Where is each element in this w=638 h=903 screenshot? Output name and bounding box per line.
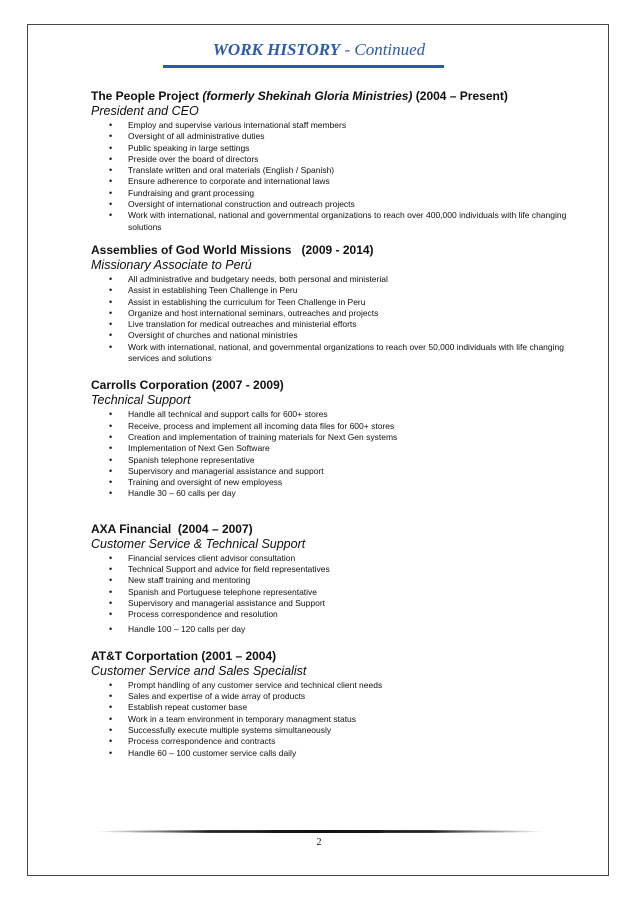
bullet-icon: • — [109, 443, 113, 454]
bullet-icon: • — [109, 724, 113, 735]
job-role: Customer Service & Technical Support — [91, 536, 306, 551]
job-heading — [91, 649, 591, 664]
duty-item: • Spanish telephone representative — [109, 454, 255, 465]
job-entry — [91, 243, 591, 364]
work-history-list — [91, 89, 591, 759]
bullet-icon: • — [109, 679, 113, 690]
bullet-icon: • — [109, 319, 113, 330]
job-entry — [91, 378, 591, 499]
company-name: Assemblies of God World Missions — [91, 242, 292, 257]
job-dates: (2007 - 2009) — [208, 378, 284, 393]
duty-item: • Supervisory and managerial assistance and support — [109, 465, 324, 476]
duty-item: • Work in a team environment in temporary managment status — [109, 713, 357, 724]
job-entry — [91, 89, 591, 233]
duty-item: • Ensure adherence to corporate and international laws — [109, 176, 330, 187]
bullet-icon: • — [109, 285, 113, 296]
bullet-icon: • — [109, 431, 113, 442]
title-underline — [163, 65, 444, 68]
bullet-icon: • — [109, 465, 113, 476]
job-entry — [91, 649, 591, 759]
duty-item: • Organize and host international seminars, outreaches and projects — [109, 307, 379, 318]
bullet-icon: • — [109, 165, 113, 176]
duty-item: • Process correspondence and contracts — [109, 736, 276, 747]
company-name: The People Project — [91, 89, 203, 103]
section-title — [0, 40, 638, 60]
duty-item: • Process correspondence and resolution — [109, 609, 278, 620]
bullet-icon: • — [109, 454, 113, 465]
job-dates: (2004 – Present) — [412, 89, 508, 103]
bullet-icon: • — [109, 552, 113, 563]
bullet-icon: • — [109, 420, 113, 431]
duty-item: • Oversight of churches and national ministries — [109, 330, 298, 341]
job-role: Technical Support — [91, 393, 191, 408]
bullet-icon: • — [109, 176, 113, 187]
bullet-icon: • — [109, 488, 113, 499]
bullet-icon: • — [109, 586, 113, 597]
job-dates: (2009 - 2014) — [291, 242, 374, 257]
duty-item: • Handle 60 – 100 customer service calls daily — [109, 747, 297, 758]
duty-item: • Successfully execute multiple systems simultaneously — [109, 724, 332, 735]
bullet-icon: • — [109, 623, 113, 634]
duty-item: • Live translation for medical outreaches and ministerial efforts — [109, 319, 357, 330]
bullet-icon: • — [109, 273, 113, 284]
bullet-icon: • — [109, 131, 113, 142]
duty-item: • Assist in establishing Teen Challenge in Peru — [109, 285, 298, 296]
duty-item: • Work with international, national, and governmental organizations to reach over 50,000 individuals with life changing services and solutions — [109, 341, 564, 364]
bullet-icon: • — [109, 609, 113, 620]
page-number: 2 — [316, 837, 322, 848]
bullet-icon: • — [109, 409, 113, 420]
duty-item: • New staff training and mentoring — [109, 575, 251, 586]
duty-item: • Implementation of Next Gen Software — [109, 443, 270, 454]
duty-item: • Work with international, national and governmental organizations to reach over 400,000 individuals with life changing solutions — [109, 210, 567, 232]
duty-item: • Assist in establishing the curriculum for Teen Challenge in Peru — [109, 296, 366, 307]
bullet-icon: • — [109, 210, 113, 221]
duty-item: • Supervisory and managerial assistance and Support — [109, 597, 326, 608]
duty-list — [91, 120, 591, 233]
bullet-icon: • — [109, 702, 113, 713]
duty-item: • Employ and supervise various international staff members — [109, 120, 347, 130]
job-dates: (2001 – 2004) — [198, 648, 277, 663]
bullet-icon: • — [109, 564, 113, 575]
company-name: AT&T Corportation — [91, 648, 199, 663]
duty-item: • Prompt handling of any customer service and technical client needs — [109, 679, 383, 690]
bullet-icon: • — [109, 199, 113, 210]
company-note: (formerly Shekinah Gloria Ministries) — [202, 89, 413, 103]
job-dates: (2004 – 2007) — [171, 521, 253, 536]
duty-list — [91, 553, 591, 635]
job-heading — [91, 378, 591, 393]
duty-item: • Preside over the board of directors — [109, 153, 259, 164]
bullet-icon: • — [109, 341, 113, 352]
bullet-icon: • — [109, 120, 113, 130]
bullet-icon: • — [109, 330, 113, 341]
footer-divider — [94, 830, 546, 833]
bullet-icon: • — [109, 736, 113, 747]
bullet-icon: • — [109, 575, 113, 586]
duty-item: • Oversight of international construction and outreach projects — [109, 199, 355, 210]
bullet-icon: • — [109, 142, 113, 153]
duty-item: • Handle all technical and support calls for 600+ stores — [109, 409, 328, 420]
bullet-icon: • — [109, 747, 113, 758]
job-heading — [91, 243, 591, 258]
bullet-icon: • — [109, 307, 113, 318]
duty-item: • Translate written and oral materials (English / Spanish) — [109, 165, 335, 176]
duty-item: • Creation and implementation of training materials for Next Gen systems — [109, 431, 398, 442]
job-heading — [91, 89, 591, 104]
bullet-icon: • — [109, 597, 113, 608]
bullet-icon: • — [109, 296, 113, 307]
duty-list — [91, 680, 591, 759]
duty-item: • Sales and expertise of a wide array of products — [109, 691, 306, 702]
job-role: President and CEO — [91, 104, 199, 118]
duty-item: • Oversight of all administrative duties — [109, 131, 265, 142]
bullet-icon: • — [109, 187, 113, 198]
bullet-icon: • — [109, 477, 113, 488]
job-heading — [91, 522, 591, 537]
company-name: AXA Financial — [91, 521, 172, 536]
bullet-icon: • — [109, 153, 113, 164]
company-name: Carrolls Corporation — [91, 378, 209, 393]
duty-list — [91, 274, 591, 364]
job-role: Customer Service and Sales Specialist — [91, 663, 307, 678]
duty-item: • Handle 30 – 60 calls per day — [109, 488, 236, 499]
section-title-main: WORK HISTORY — [212, 40, 341, 59]
duty-item: • Training and oversight of new employess — [109, 477, 283, 488]
duty-item: • Spanish and Portuguese telephone representative — [109, 586, 318, 597]
job-role: Missionary Associate to Perú — [91, 257, 252, 272]
duty-list — [91, 409, 591, 499]
duty-item: • Technical Support and advice for field representatives — [109, 564, 330, 575]
duty-item: • All administrative and budgetary needs, both personal and ministerial — [109, 273, 388, 284]
duty-item: • Public speaking in large settings — [109, 142, 250, 153]
duty-item: • Financial services client advisor consultation — [109, 552, 296, 563]
duty-item: • Fundraising and grant processing — [109, 187, 255, 198]
section-title-continued: - Continued — [340, 40, 426, 59]
bullet-icon: • — [109, 691, 113, 702]
duty-item: • Establish repeat customer base — [109, 702, 248, 713]
bullet-icon: • — [109, 713, 113, 724]
duty-item: • Handle 100 – 120 calls per day — [109, 623, 246, 634]
job-entry — [91, 522, 591, 635]
duty-item: • Receive, process and implement all incoming data files for 600+ stores — [109, 420, 395, 431]
